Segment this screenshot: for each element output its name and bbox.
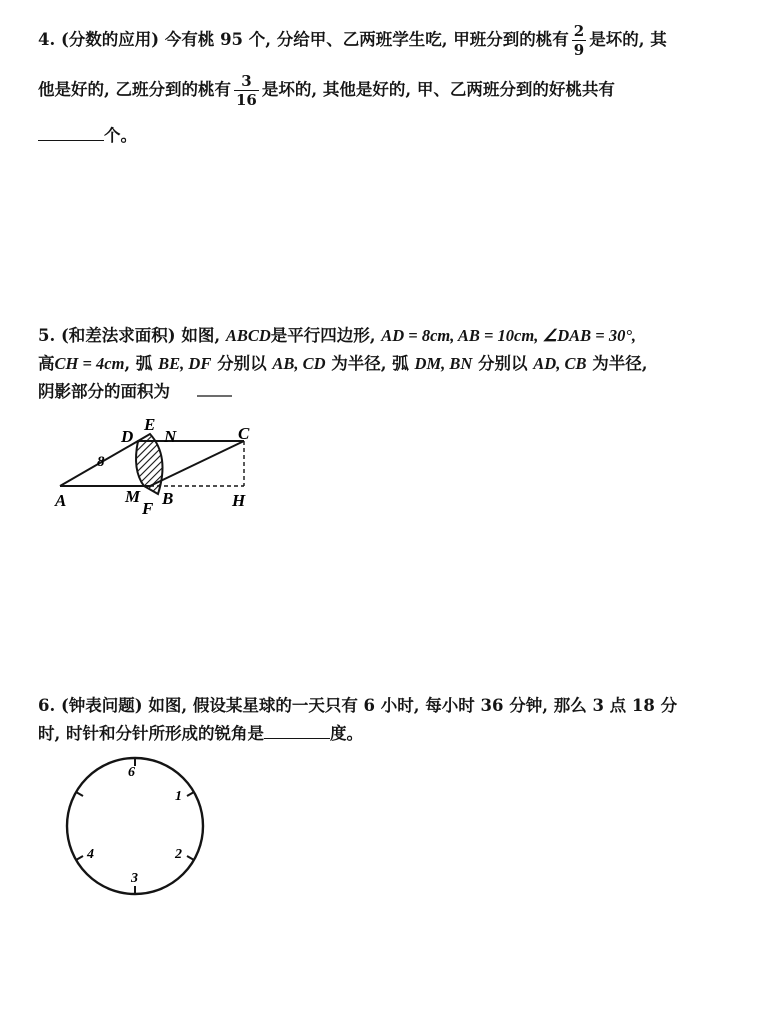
label-e: E: [144, 415, 156, 434]
q5-text-j: AB, CD: [272, 354, 326, 373]
q6-text-2: 时, 时针和分针所形成的锐角是: [38, 724, 264, 743]
clock-number-3: 3: [131, 871, 138, 886]
label-f: F: [142, 499, 154, 518]
q5-text-d: AD = 8cm, AB = 10cm, ∠DAB = 30°,: [381, 326, 637, 345]
q5-text-a: 5. (和差法求面积) 如图,: [38, 326, 221, 345]
q5-text-h: BE, DF: [158, 354, 212, 373]
tick-2: [187, 856, 194, 860]
q5-text-e: 高: [38, 354, 55, 373]
label-m: M: [125, 487, 141, 506]
q5-text-i: 分别以: [217, 354, 267, 373]
q5-text-c: 是平行四边形,: [270, 326, 376, 345]
clock-number-4: 4: [87, 847, 94, 862]
label-b: B: [162, 489, 174, 508]
q4-text-2: 是坏的, 其: [589, 30, 667, 49]
label-d: D: [121, 427, 134, 446]
label-n: N: [164, 427, 177, 446]
label-h: H: [232, 491, 246, 510]
q6-text-1: 6. (钟表问题) 如图, 假设某星球的一天只有 6 小时, 每小时 36 分钟, 那么 3 点 18 分: [38, 696, 678, 715]
clock-number-6: 6: [128, 765, 135, 780]
label-c: C: [238, 424, 250, 443]
clock-number-2: 2: [175, 847, 182, 862]
q4-text-3: 他是好的, 乙班分到的桃有: [38, 80, 231, 99]
q5-text-n: AD, CB: [533, 354, 587, 373]
q5-text-k: 为半径, 弧: [331, 354, 409, 373]
label-a: A: [55, 491, 67, 510]
q4-text-4: 是坏的, 其他是好的, 甲、乙两班分到的好桃共有: [261, 80, 615, 99]
q5-text-m: 分别以: [478, 354, 528, 373]
q5-text-l: DM, BN: [414, 354, 473, 373]
q5-text-f: CH = 4cm: [54, 354, 125, 373]
q6-text-3: 度。: [330, 724, 363, 743]
clock-number-1: 1: [175, 789, 182, 804]
label-side-8: 8: [97, 454, 105, 470]
q4-text-5: 个。: [104, 126, 137, 145]
tick-5: [76, 792, 83, 796]
q5-text-o: 为半径,: [592, 354, 648, 373]
tick-1: [187, 792, 194, 796]
q4-fraction-1: $\frac{2}{9}$: [573, 22, 585, 59]
q4-text-1: 4. (分数的应用) 今有桃 95 个, 分给甲、乙两班学生吃, 甲班分到的桃有: [38, 30, 569, 49]
q5-text-b: ABCD: [225, 326, 271, 345]
q5-text-g: , 弧: [124, 354, 153, 373]
q5-text-p: 阴影部分的面积为: [38, 382, 170, 401]
q4-fraction-2: $\frac{3}{16}$: [236, 72, 257, 109]
tick-4: [76, 856, 83, 860]
